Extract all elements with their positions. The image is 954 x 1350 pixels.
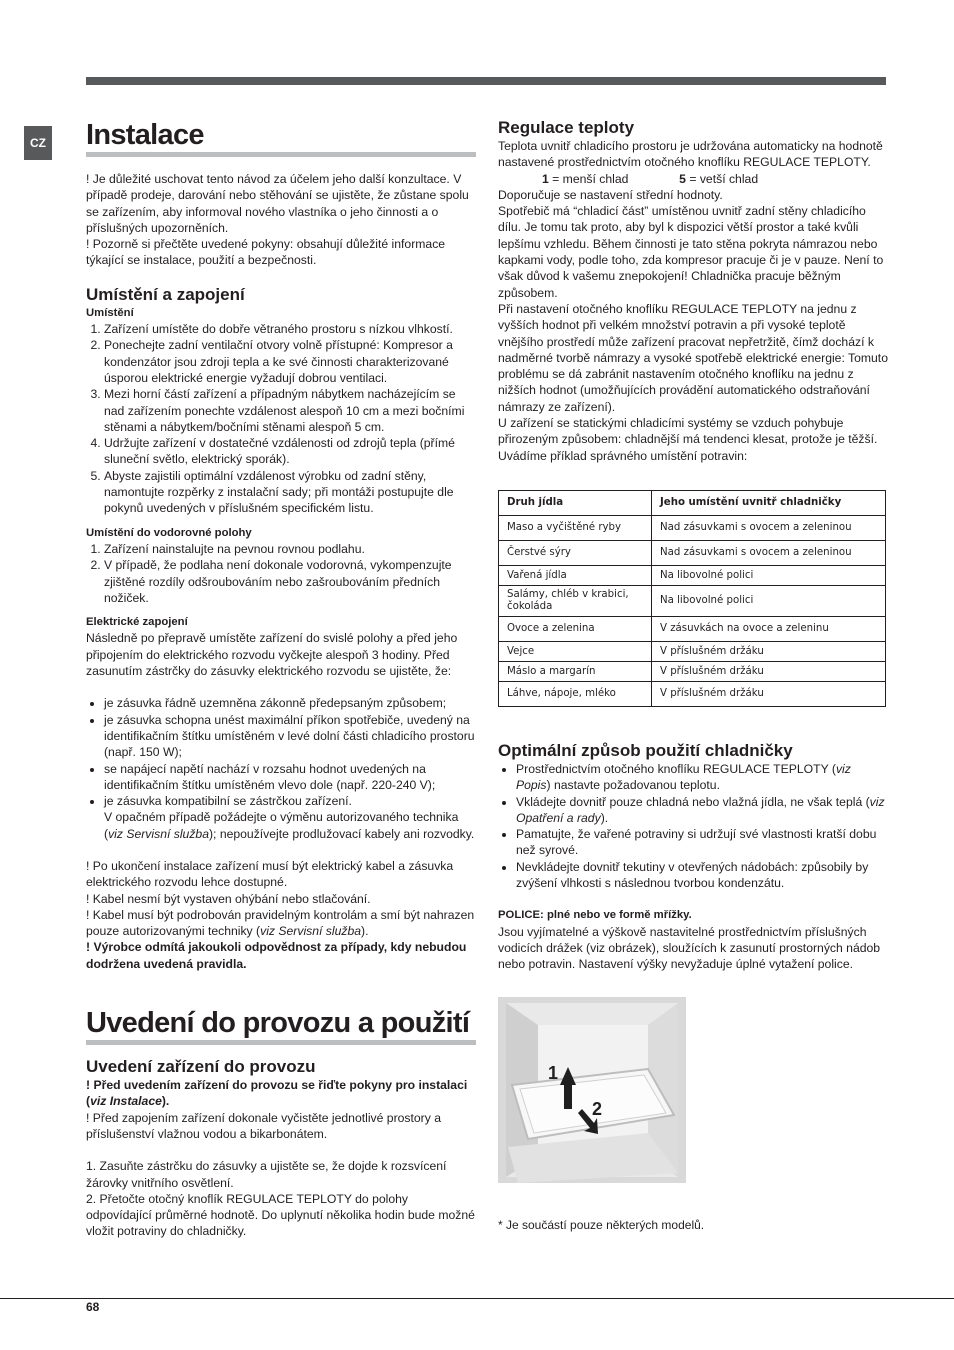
vodorovne-list: [86, 541, 476, 606]
list-item: • Nevkládejte dovnitř tekutiny v otevřených nádobách: způsobily by zvýšení vlhkosti s následnou tvorbou kondenzátu.: [516, 859, 888, 892]
table-header-cell: Druh jídla: [499, 490, 652, 515]
regulace-paragraph-1: Teplota uvnitř chladicího prostoru je udržována automaticky na hodnotě nastavené prostřednictvím otočného knoflíku REGULACE TEPLOTY.: [498, 139, 883, 170]
list-item: 3. Mezi horní částí zařízení a případným nábytkem nacházejícím se nad zařízením ponechte vzdálenost alespoň 10 cm a mezi bočními stěnami a nábytkem/bočními stěnami alespoň 5 cm.: [104, 386, 476, 435]
title-underline: [86, 152, 476, 157]
regulace-paragraph-3: Spotřebič má “chladicí část” umístěnou uvnitř zadní stěny chladicího dílu. Je tomu tak proto, aby byl k dispozici větší prostor a také kvůli lepšímu vzhledu. Během činnosti je tato stěna pokryta námrazou nebo kapkami vody, podle toho, zda kompresor pracuje či je v pauze. Není to však důvod k vašemu znepokojení! Chladnička pracuje běžným způsobem.: [498, 204, 884, 300]
table-row: Vejce V příslušném držáku: [499, 641, 886, 661]
shelf-photo: [498, 997, 686, 1183]
list-item: 2. Ponechejte zadní ventilační otvory volně přístupné: Kompresor a kondenzátor jsou zdroji tepla a ke své činnosti charakterizované úsporou elektrické energie vyžadují dobrou ventilaci.: [104, 337, 476, 386]
elektricke-paragraph: Následně po přepravě umístěte zařízení do svislé polohy a před jeho připojením do elektrického rozvodu vyčkejte alespoň 3 hodiny. Před zasunutím zástrčky do zásuvky elektrického rozvodu se ujistěte, že:: [86, 631, 458, 679]
list-item: 1. Zařízení nainstalujte na pevnou rovnou podlahu.: [104, 541, 476, 557]
list-item: • je zásuvka schopna unést maximální příkon spotřebiče, uvedený na identifikačním štítku umístěném v levé dolní části chladicího prostoru (např. 150 W);: [104, 712, 476, 761]
subheading-elektricke-zapojeni: Elektrické zapojení: [86, 616, 188, 629]
list-item: 4. Udržujte zařízení v dostatečné vzdálenosti od zdrojů tepla (přímé sluneční světlo, elektrický sporák).: [104, 435, 476, 468]
umisteni-list: [86, 321, 476, 517]
list-item: • Prostřednictvím otočného knoflíku REGULACE TEPLOTY (viz Popis) nastavte požadovanou teplotu.: [516, 761, 888, 794]
subheading-umisteni: Umístění: [86, 306, 134, 319]
optimal-use-list: [498, 761, 888, 891]
list-item: 1. Zařízení umístěte do dobře větraného prostoru s nízkou vlhkostí.: [104, 321, 476, 337]
regulace-paragraph-4: Při nastavení otočného knoflíku REGULACE TEPLOTY na jednu z vyšších hodnot při velkém množství potravin a při vysoké teplotě vnějšího prostředí může zařízení pracovat nepřetržitě, čímž dochází k nadměrné tvorbě námrazy a vysoké spotřebě elektrické energie: Tomuto problému se dá zabránit nastavením otočného knoflíku na jednu z nižších hodnot (umožňujících provádění automatického odstraňování námrazy ze zařízení).: [498, 301, 888, 414]
photo-label-1: 1: [548, 1062, 559, 1083]
table-header-row: [499, 490, 886, 515]
regulace-paragraph-5: U zařízení se statickými chladicími systémy se vzduch pohybuje přirozeným způsobem: chladnější má tendenci klesat, protože je těžší. Uvádíme příklad správného umístění potravin:: [498, 416, 878, 463]
language-tab: CZ: [24, 126, 52, 160]
table-row: Máslo a margarín V příslušném držáku: [499, 661, 886, 681]
warning-3: ! Kabel musí být podrobován pravidelným kontrolám a smí být nahrazen pouze autorizovanými techniky (viz Servisní služba).: [86, 907, 475, 939]
temperature-scale: 1 = menší chlad 5 = vetší chlad: [542, 171, 759, 186]
right-column: [498, 118, 888, 1233]
table-row: Vařená jídla Na libovolné polici: [499, 565, 886, 585]
list-item: • Vkládejte dovnitř pouze chladná nebo vlažná jídla, ne však teplá (viz Opatření a rady).: [516, 794, 888, 827]
title-underline: [86, 1040, 476, 1045]
warning-4: ! Výrobce odmítá jakoukoli odpovědnost za případy, kdy nebudou dodržena uvedená pravidla.: [86, 940, 467, 971]
start-step-2: 2. Přetočte otočný knoflík REGULACE TEPLOTY do polohy odpovídající průměrné hodnotě. Do uplynutí několika hodin bude možné vložit potraviny do chladničky.: [86, 1191, 475, 1239]
table-row: Čerstvé sýry Nad zásuvkami s ovocem a zeleninou: [499, 540, 886, 565]
list-item: • Pamatujte, že vařené potraviny si udržují své vlastnosti kratší dobu než syrové.: [516, 826, 888, 859]
subheading-vodorovna-poloha: Umístění do vodorovné polohy: [86, 526, 252, 539]
table-row: Láhve, nápoje, mléko V příslušném držáku: [499, 681, 886, 706]
regulace-paragraph-2: Doporučuje se nastavení střední hodnoty.: [498, 187, 723, 202]
start-step-1: 1. Zasuňte zástrčku do zásuvky a ujistěte se, že dojde k rozsvícení žárovky vnitřního osvětlení.: [86, 1159, 447, 1190]
food-placement-table: [498, 490, 886, 707]
page-number: 68: [86, 1300, 100, 1314]
table-header-cell: Jeho umístění uvnitř chladničky: [652, 490, 886, 515]
heading-uvedeni-do-provozu: Uvedení zařízení do provozu: [86, 1057, 316, 1077]
footnote: * Je součástí pouze některých modelů.: [498, 1217, 705, 1232]
heading-umisteni-a-zapojeni: Umístění a zapojení: [86, 284, 245, 304]
start-warning-1: ! Před uvedením zařízení do provozu se řiďte pokyny pro instalaci (viz Instalace).: [86, 1078, 468, 1109]
warning-2: ! Kabel nesmí být vystaven ohýbání nebo stlačování.: [86, 891, 371, 906]
list-item: • je zásuvka řádně uzemněna zákonně předepsaným způsobem;: [104, 695, 476, 711]
elektricke-list: [86, 695, 476, 842]
section-title-uvedeni: Uvedení do provozu a použití: [86, 1007, 470, 1040]
subheading-police: POLICE: plné nebo ve formě mřížky.: [498, 909, 692, 922]
heading-optimalni-zpusob: Optimální způsob použití chladničky: [498, 740, 793, 760]
list-item: • se napájecí napětí nachází v rozsahu hodnot uvedených na identifikačním štítku umístěném vlevo dole (např. 220-240 V);: [104, 761, 476, 794]
table-row: Ovoce a zelenina V zásuvkách na ovoce a zeleninu: [499, 616, 886, 641]
top-rule: [86, 77, 886, 85]
left-column: [86, 118, 476, 1240]
list-item: • je zásuvka kompatibilní se zástrčkou zařízení. V opačném případě požádejte o výměnu autorizovaného technika (viz Servisní služba); nepoužívejte prodlužovací kabely ani rozvodky.: [104, 793, 476, 842]
list-item: 2. V případě, že podlaha není dokonale vodorovná, vykompenzujte zjištěné rozdíly odšroubováním nebo zašroubováním předních nožiček.: [104, 557, 476, 606]
table-row: Maso a vyčištěné ryby Nad zásuvkami s ovocem a zeleninou: [499, 515, 886, 540]
shelf-illustration: [498, 997, 686, 1183]
bottom-rule: [0, 1298, 954, 1299]
table-row: Salámy, chléb v krabici, čokoláda Na libovolné polici: [499, 585, 886, 616]
section-title-instalace: Instalace: [86, 119, 204, 151]
photo-label-2: 2: [592, 1098, 603, 1119]
intro-paragraph-2: ! Pozorně si přečtěte uvedené pokyny: obsahují důležité informace týkající se instalace, použití a bezpečnosti.: [86, 237, 446, 268]
start-warning-2: ! Před zapojením zařízení dokonale vyčistěte jednotlivé prostory a příslušenství vlažnou vodou a bikarbonátem.: [86, 1110, 441, 1141]
list-item: 5. Abyste zajistili optimální vzdálenost výrobku od zadní stěny, namontujte rozpěrky z instalační sady; při montáži postupujte dle pokynů uvedených v příslušném specifickém listu.: [104, 468, 476, 517]
heading-regulace-teploty: Regulace teploty: [498, 118, 635, 137]
police-paragraph: Jsou vyjímatelné a výškově nastavitelné prostřednictvím příslušných vodicích drážek (viz obrázek), sloužících k zasunutí prostorných nádob nebo potravin. Nastavení výšky nevyžaduje úplné vytažení police.: [498, 924, 881, 972]
intro-paragraph-1: ! Je důležité uschovat tento návod za účelem jeho další konzultace. V případě prodeje, darování nebo stěhování se ujistěte, že zůstane spolu se zařízením, aby informoval nového vlastníka o jeho činnosti a o příslušných upozorněních.: [86, 172, 469, 235]
warning-1: ! Po ukončení instalace zařízení musí být elektrický kabel a zásuvka elektrického rozvodu lehce dostupné.: [86, 858, 454, 890]
